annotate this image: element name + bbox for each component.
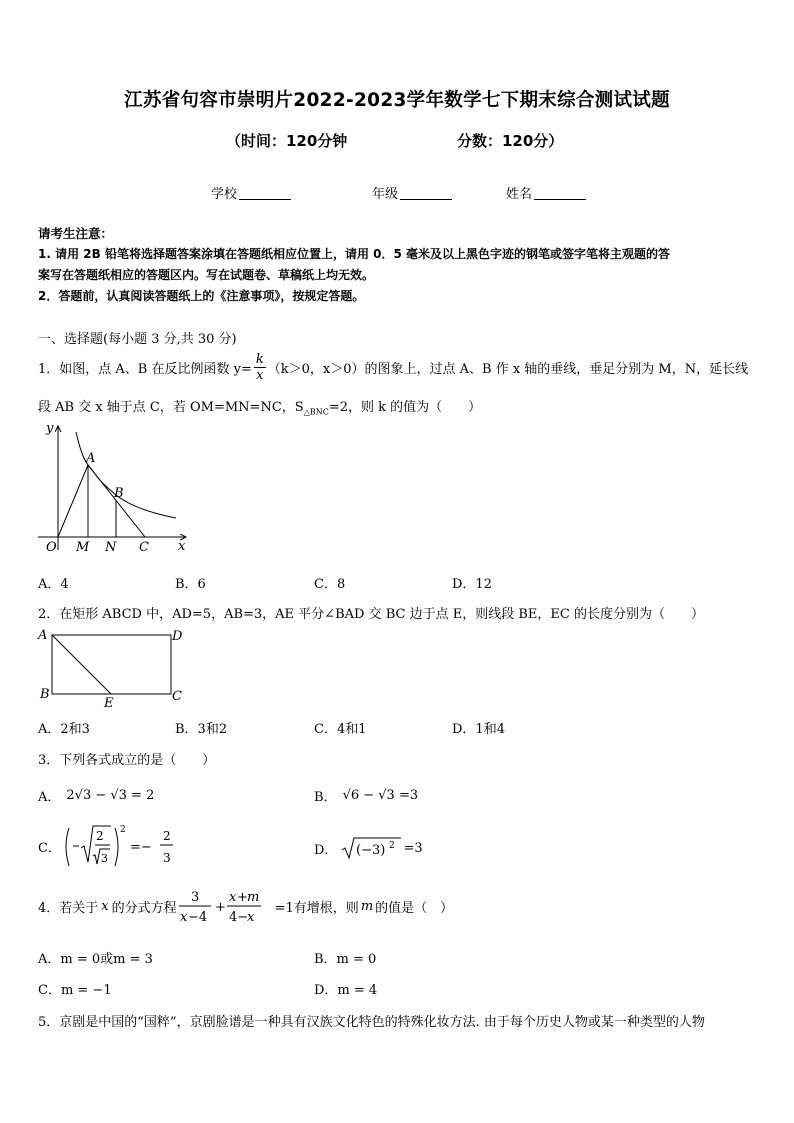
q3-c-formula [63,822,183,870]
q1-fraction [254,352,266,383]
q4-mid: 的分式方程 [111,900,177,916]
q3-option-b[interactable] [314,786,418,805]
label-N: N [105,540,117,555]
question-1-line-1 [38,350,748,384]
q1-option-b[interactable]: B．6 [175,577,206,592]
label-M: M [76,540,90,555]
question-1-line-2 [38,396,481,417]
hyperbola-curve [76,432,176,518]
svg-text:x: x [246,910,254,925]
q1-frac-den: x [256,367,264,383]
svg-text:3: 3 [162,851,171,865]
label-A: A [38,628,48,643]
q4-option-b[interactable]: B．m = 0 [314,952,377,967]
q4-option-a[interactable]: A．m = 0或m = 3 [38,952,153,967]
q3-option-a[interactable] [38,786,154,805]
svg-text:(−3): (−3) [356,843,386,858]
q1-line2-tail: =2，则 k 的值为（ ） [328,400,482,415]
q3-b-expr: √6 − √3 =3 [342,788,419,803]
q1-subscript: △BNC [303,407,329,417]
svg-text:3: 3 [100,852,108,865]
section-heading: 一、选择题(每小题 3 分,共 30 分) [38,332,237,347]
svg-text:=−: =− [129,840,152,855]
q1-option-c[interactable]: C．8 [314,577,346,592]
svg-text:2: 2 [389,841,396,851]
label-y: y [46,421,54,436]
name-blank [534,186,586,200]
q2-option-b[interactable]: B．3和2 [175,722,228,737]
q4-equation [177,886,275,926]
q3-c-label: C． [38,840,61,856]
q4-option-c[interactable]: C．m = −1 [38,983,112,998]
svg-text:−4: −4 [187,910,207,925]
grade-label: 年级 [372,187,399,202]
label-B: B [114,486,124,501]
q1-text-post: （k＞0，x＞0）的图象上，过点 A、B 作 x 轴的垂线，垂足分别为 M，N，延长线 [267,361,749,377]
svg-text:+: + [214,900,226,915]
svg-text:3: 3 [190,890,199,905]
q4-tail: 的值是（ ） [375,900,454,916]
question-2: 2．在矩形 ABCD 中，AD=5，AB=3，AE 平分∠BAD 交 BC 边于点 E，则线段 BE，EC 的长度分别为（ ） [38,607,704,622]
svg-text:2: 2 [162,829,171,843]
exam-title: 江苏省句容市崇明片2022-2023学年数学七下期末综合测试试题 [124,90,670,111]
notice-heading: 请考生注意： [38,226,114,241]
grade-field [372,183,452,202]
q1-option-a[interactable]: A．4 [38,577,69,592]
q1-text-pre: 1．如图，点 A、B 在反比例函数 y= [38,361,252,377]
q4-eq-tail: =1有增根，则 [274,900,359,916]
name-label: 姓名 [506,187,533,202]
q4-var-m: m [360,898,374,914]
label-x: x [178,539,186,554]
q3-d-rhs: =3 [403,840,423,856]
question-3: 3．下列各式成立的是（ ） [38,753,216,768]
grade-blank [400,186,452,200]
q3-option-c[interactable] [38,822,183,870]
label-D: D [172,629,183,644]
q2-figure [30,626,190,710]
q4-var-x: x [101,898,109,914]
q3-b-label: B． [314,790,337,805]
q3-d-label: D． [314,842,338,858]
label-B: B [40,687,50,702]
svg-text:+: + [236,890,248,905]
svg-text:2: 2 [119,825,126,835]
q1-line2-text: 段 AB 交 x 轴于点 C，若 OM=MN=NC，S [38,400,304,415]
notice-line-3: 2．答题前，认真阅读答题纸上的《注意事项》，按规定答题。 [38,289,365,303]
name-field [506,183,586,202]
q1-figure [30,418,200,558]
notice-line-1: 1. 请用 2B 铅笔将选择题答案涂填在答题纸相应位置上，请用 0．5 毫米及以上黑色字迹的钢笔或签字笔将主观题的答 [38,247,670,261]
label-E: E [104,696,114,710]
q1-option-d[interactable]: D．12 [452,577,492,592]
question-4 [38,886,453,926]
label-C: C [172,689,182,704]
label-A: A [86,451,96,466]
rectangle-ABCD [52,635,171,694]
segment-OA [58,465,88,537]
q2-option-c[interactable]: C．4和1 [314,722,367,737]
q1-frac-num: k [255,351,264,367]
notice-line-2: 案写在答题纸相应的答题区内。写在试题卷、草稿纸上均无效。 [38,268,375,282]
school-label: 学校 [211,187,238,202]
q4-option-d[interactable]: D．m = 4 [314,983,378,998]
label-O: O [46,540,57,555]
svg-text:4−: 4− [228,910,248,925]
q2-option-d[interactable]: D．1和4 [452,722,505,737]
school-blank [239,186,291,200]
question-5: 5．京剧是中国的“国粹”，京剧脸谱是一种具有汉族文化特色的特殊化妆方法. 由于每个历史人物或某一种类型的人物 [38,1015,705,1030]
segment-AE [52,635,111,694]
svg-text:x: x [179,910,187,925]
exam-score: 分数：120分） [457,132,564,150]
svg-text:m: m [246,890,259,905]
exam-time: （时间：120分钟 [226,132,348,150]
q3-a-expr: 2√3 − √3 = 2 [66,788,155,803]
label-C: C [139,540,149,555]
q3-option-d[interactable] [314,836,423,860]
svg-text:2: 2 [95,829,104,843]
school-field [211,183,291,202]
q3-a-label: A． [38,790,61,805]
svg-text:x: x [228,890,236,905]
q4-pre: 4．若关于 [38,900,99,916]
q2-option-a[interactable]: A．2和3 [38,722,90,737]
q3-d-formula [341,836,403,860]
